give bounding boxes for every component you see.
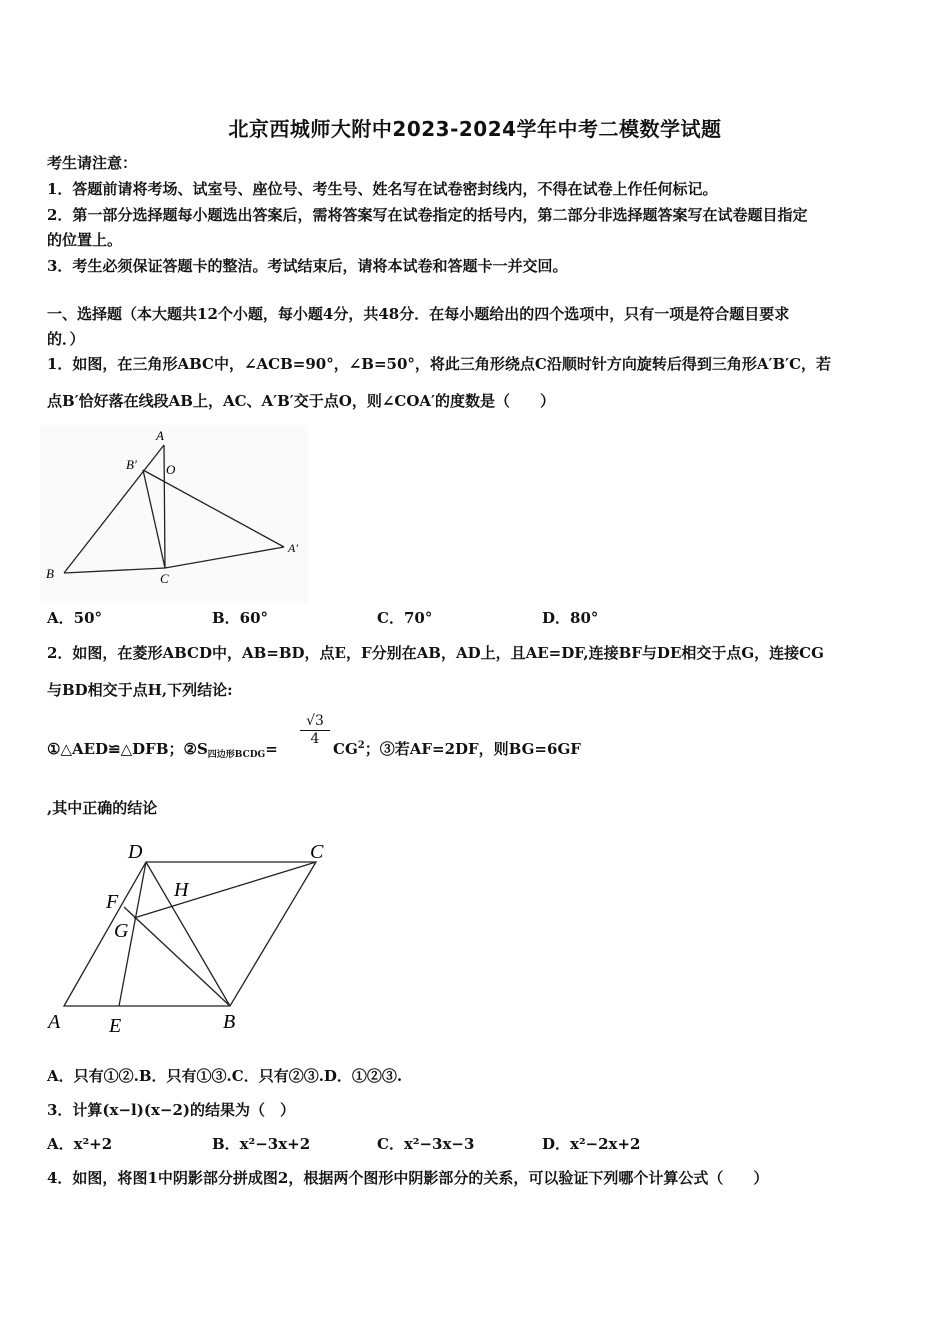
cg-exponent: 2 xyxy=(357,740,365,751)
conclusion-1-2: ①△AED≌△DFB；②S xyxy=(47,740,208,758)
segment-FB xyxy=(124,907,230,1006)
label-B-prime: B′ xyxy=(126,457,137,472)
notice-item: 1．答题前请将考场、试室号、座位号、考生号、姓名写在试卷密封线内，不得在试卷上作任何标记。 xyxy=(47,180,718,198)
q1-option-d: D．80° xyxy=(542,609,599,627)
notice-item: 2．第一部分选择题每小题选出答案后，需将答案写在试卷指定的括号内，第二部分非选择题答案写在试卷题目指定 xyxy=(47,206,808,224)
label-O: O xyxy=(166,462,176,477)
notice-heading: 考生请注意： xyxy=(47,154,138,172)
label-F: F xyxy=(106,891,119,913)
q2-stem-cont: 与BD相交于点H,下列结论: xyxy=(47,681,233,699)
q3-option-c: C．x²−3x−3 xyxy=(377,1135,475,1153)
notice-item: 3．考生必须保证答题卡的整洁。考试结束后，请将本试卷和答题卡一并交回。 xyxy=(47,257,568,275)
q3-option-a: A．x²+2 xyxy=(47,1135,113,1153)
q2-conclusions xyxy=(47,738,278,760)
rhombus-ABCD xyxy=(64,862,316,1006)
q1-figure xyxy=(40,425,310,605)
q2-stem: 2．如图，在菱形ABCD中，AB=BD，点E，F分别在AB，AD上，且AE=DF,连接BF与DE相交于点G，连接CG xyxy=(47,644,824,662)
label-C: C xyxy=(310,841,324,863)
q1-option-c: C．70° xyxy=(377,609,433,627)
fraction-numerator: √3 xyxy=(300,713,330,731)
section-heading-cont: 的．） xyxy=(47,330,85,348)
label-D: D xyxy=(128,841,143,863)
q3-stem: 3．计算(x−l)(x−2)的结果为（ ） xyxy=(47,1101,295,1119)
label-H: H xyxy=(174,879,189,901)
label-B: B xyxy=(46,566,54,581)
q4-stem: 4．如图，将图1中阴影部分拼成图2，根据两个图形中阴影部分的关系，可以验证下列哪个计算公式（ ） xyxy=(47,1169,769,1187)
conclusion-3: ；③若AF=2DF，则BG=6GF xyxy=(364,740,581,758)
label-B: B xyxy=(223,1011,236,1033)
notice-item: 的位置上。 xyxy=(47,231,123,249)
label-A-prime: A′ xyxy=(288,541,298,555)
label-C: C xyxy=(160,571,169,586)
q2-figure xyxy=(40,835,340,1040)
q1-option-a: A．50° xyxy=(47,609,103,627)
fraction-denominator: 4 xyxy=(310,731,320,747)
section-heading: 一、选择题（本大题共12个小题，每小题4分，共48分．在每小题给出的四个选项中，只有一项是符合题目要求 xyxy=(47,305,790,323)
q1-stem-cont: 点B′恰好落在线段AB上，AC、A′B′交于点O，则∠COA′的度数是（ ） xyxy=(47,392,555,410)
q2-conclusions-cont xyxy=(333,738,581,759)
q1-stem: 1．如图，在三角形ABC中，∠ACB=90°，∠B=50°，将此三角形绕点C沿顺时针方向旋转后得到三角形A′B′C，若 xyxy=(47,355,832,373)
q2-question: ,其中正确的结论 xyxy=(47,799,158,817)
segment-GC xyxy=(134,862,316,918)
figure-background xyxy=(40,425,308,603)
cg-term: CG xyxy=(333,740,358,758)
label-E: E xyxy=(109,1015,122,1037)
label-G: G xyxy=(114,920,129,942)
page-title: 北京西城师大附中2023-2024学年中考二模数学试题 xyxy=(228,117,722,141)
label-A: A xyxy=(156,428,164,443)
label-A: A xyxy=(48,1011,61,1033)
q3-option-d: D．x²−2x+2 xyxy=(542,1135,641,1153)
q2-options: A．只有①②.B．只有①③.C．只有②③.D．①②③. xyxy=(47,1067,403,1085)
fraction xyxy=(300,713,330,747)
area-subscript: 四边形BCDG xyxy=(207,750,266,760)
q1-option-b: B．60° xyxy=(212,609,269,627)
equals-sign: = xyxy=(265,740,278,758)
q3-option-b: B．x²−3x+2 xyxy=(212,1135,311,1153)
